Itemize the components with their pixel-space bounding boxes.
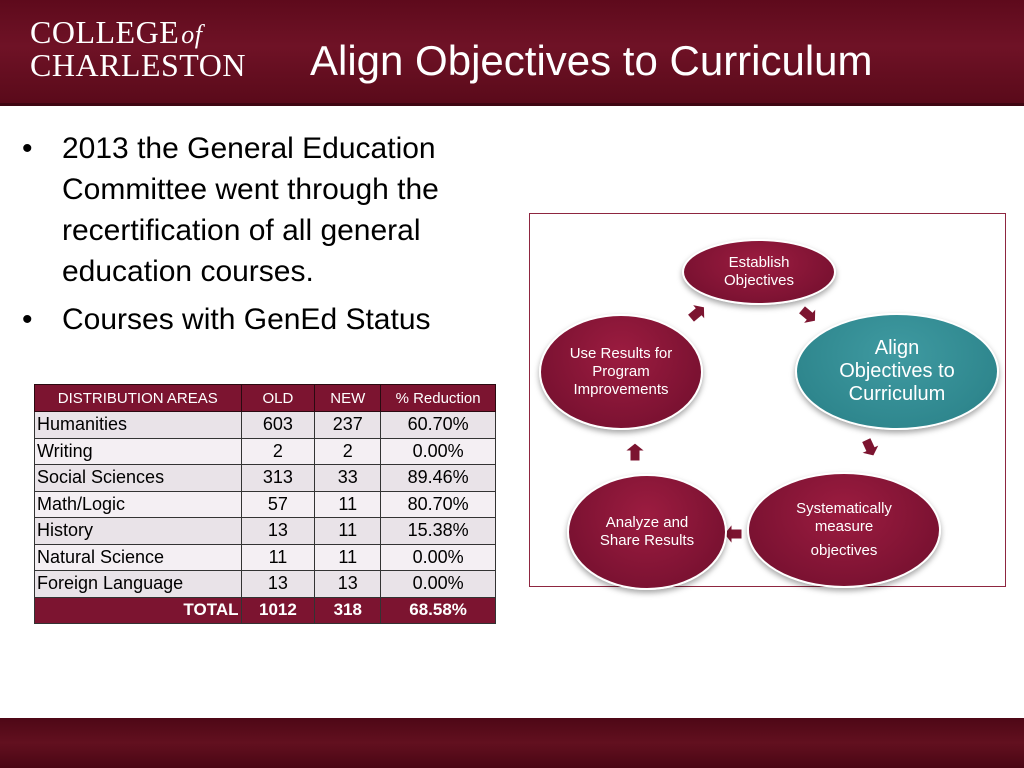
- table-row: [35, 412, 496, 439]
- node-analyze-share: [567, 474, 727, 590]
- node-label: Align Objectives to Curriculum: [839, 337, 955, 405]
- cell-total-label: TOTAL: [35, 597, 242, 624]
- cell-old: 57: [241, 491, 315, 518]
- cell-old: 13: [241, 571, 315, 598]
- college-logo: [30, 16, 246, 81]
- cell-new: 11: [315, 491, 381, 518]
- bullet-text: Courses with GenEd Status: [62, 303, 431, 336]
- cell-reduction: 60.70%: [381, 412, 496, 439]
- slide-title: Align Objectives to Curriculum: [310, 37, 873, 84]
- cell-area: Foreign Language: [35, 571, 242, 598]
- cell-reduction: 80.70%: [381, 491, 496, 518]
- bullet-item: [22, 128, 502, 292]
- table-row: [35, 518, 496, 545]
- node-label: Analyze and Share Results: [599, 514, 695, 549]
- table-row: [35, 544, 496, 571]
- header-bar: [0, 0, 1024, 106]
- cell-new: 11: [315, 544, 381, 571]
- table-header-row: [35, 385, 496, 412]
- table-row: [35, 571, 496, 598]
- node-label: Use Results for Program Improvements: [569, 345, 673, 398]
- cell-new: 237: [315, 412, 381, 439]
- cell-area: Social Sciences: [35, 465, 242, 492]
- cell-old: 603: [241, 412, 315, 439]
- table-row: [35, 438, 496, 465]
- bullet-list: [22, 128, 502, 347]
- cell-area: Math/Logic: [35, 491, 242, 518]
- distribution-table: [34, 384, 496, 624]
- cell-reduction: 0.00%: [381, 571, 496, 598]
- bullet-dot: •: [22, 303, 33, 336]
- cell-new: 11: [315, 518, 381, 545]
- cell-reduction: 0.00%: [381, 438, 496, 465]
- cell-reduction: 0.00%: [381, 544, 496, 571]
- table-row: [35, 465, 496, 492]
- cell-old: 313: [241, 465, 315, 492]
- bullet-text: 2013 the General Education Committee went through the recertification of all general education courses.: [62, 132, 439, 288]
- col-header-areas: DISTRIBUTION AREAS: [35, 385, 242, 412]
- node-establish-objectives: [682, 239, 836, 305]
- node-align-objectives: [795, 313, 999, 430]
- node-label-group: [784, 500, 904, 560]
- arrow-icon: [625, 443, 645, 461]
- arrow-icon: [857, 435, 883, 460]
- col-header-reduction: % Reduction: [381, 385, 496, 412]
- cycle-diagram: [529, 213, 1006, 587]
- cell-old: 11: [241, 544, 315, 571]
- cell-new: 2: [315, 438, 381, 465]
- bullet-dot: •: [22, 132, 33, 165]
- logo-line2: CHARLESTON: [30, 47, 246, 83]
- table-row: [35, 491, 496, 518]
- cell-total-old: 1012: [241, 597, 315, 624]
- cell-total-new: 318: [315, 597, 381, 624]
- node-systematically-measure: [747, 472, 941, 588]
- cell-area: History: [35, 518, 242, 545]
- cell-old: 13: [241, 518, 315, 545]
- bullet-item: [22, 299, 502, 340]
- cell-reduction: 15.38%: [381, 518, 496, 545]
- logo-of: of: [181, 20, 203, 49]
- logo-line1: COLLEGE: [30, 14, 180, 50]
- arrow-icon: [684, 299, 711, 326]
- cell-reduction: 89.46%: [381, 465, 496, 492]
- cell-area: Natural Science: [35, 544, 242, 571]
- cell-total-reduction: 68.58%: [381, 597, 496, 624]
- node-label: Systematically measure: [796, 500, 892, 535]
- node-use-results: [539, 314, 703, 430]
- cell-new: 33: [315, 465, 381, 492]
- table-total-row: [35, 597, 496, 624]
- footer-bar: [0, 718, 1024, 768]
- cell-area: Humanities: [35, 412, 242, 439]
- col-header-old: OLD: [241, 385, 315, 412]
- cell-old: 2: [241, 438, 315, 465]
- arrow-icon: [795, 302, 822, 329]
- cell-area: Writing: [35, 438, 242, 465]
- col-header-new: NEW: [315, 385, 381, 412]
- node-label: Establish Objectives: [723, 254, 795, 289]
- cell-new: 13: [315, 571, 381, 598]
- node-label: objectives: [810, 542, 878, 559]
